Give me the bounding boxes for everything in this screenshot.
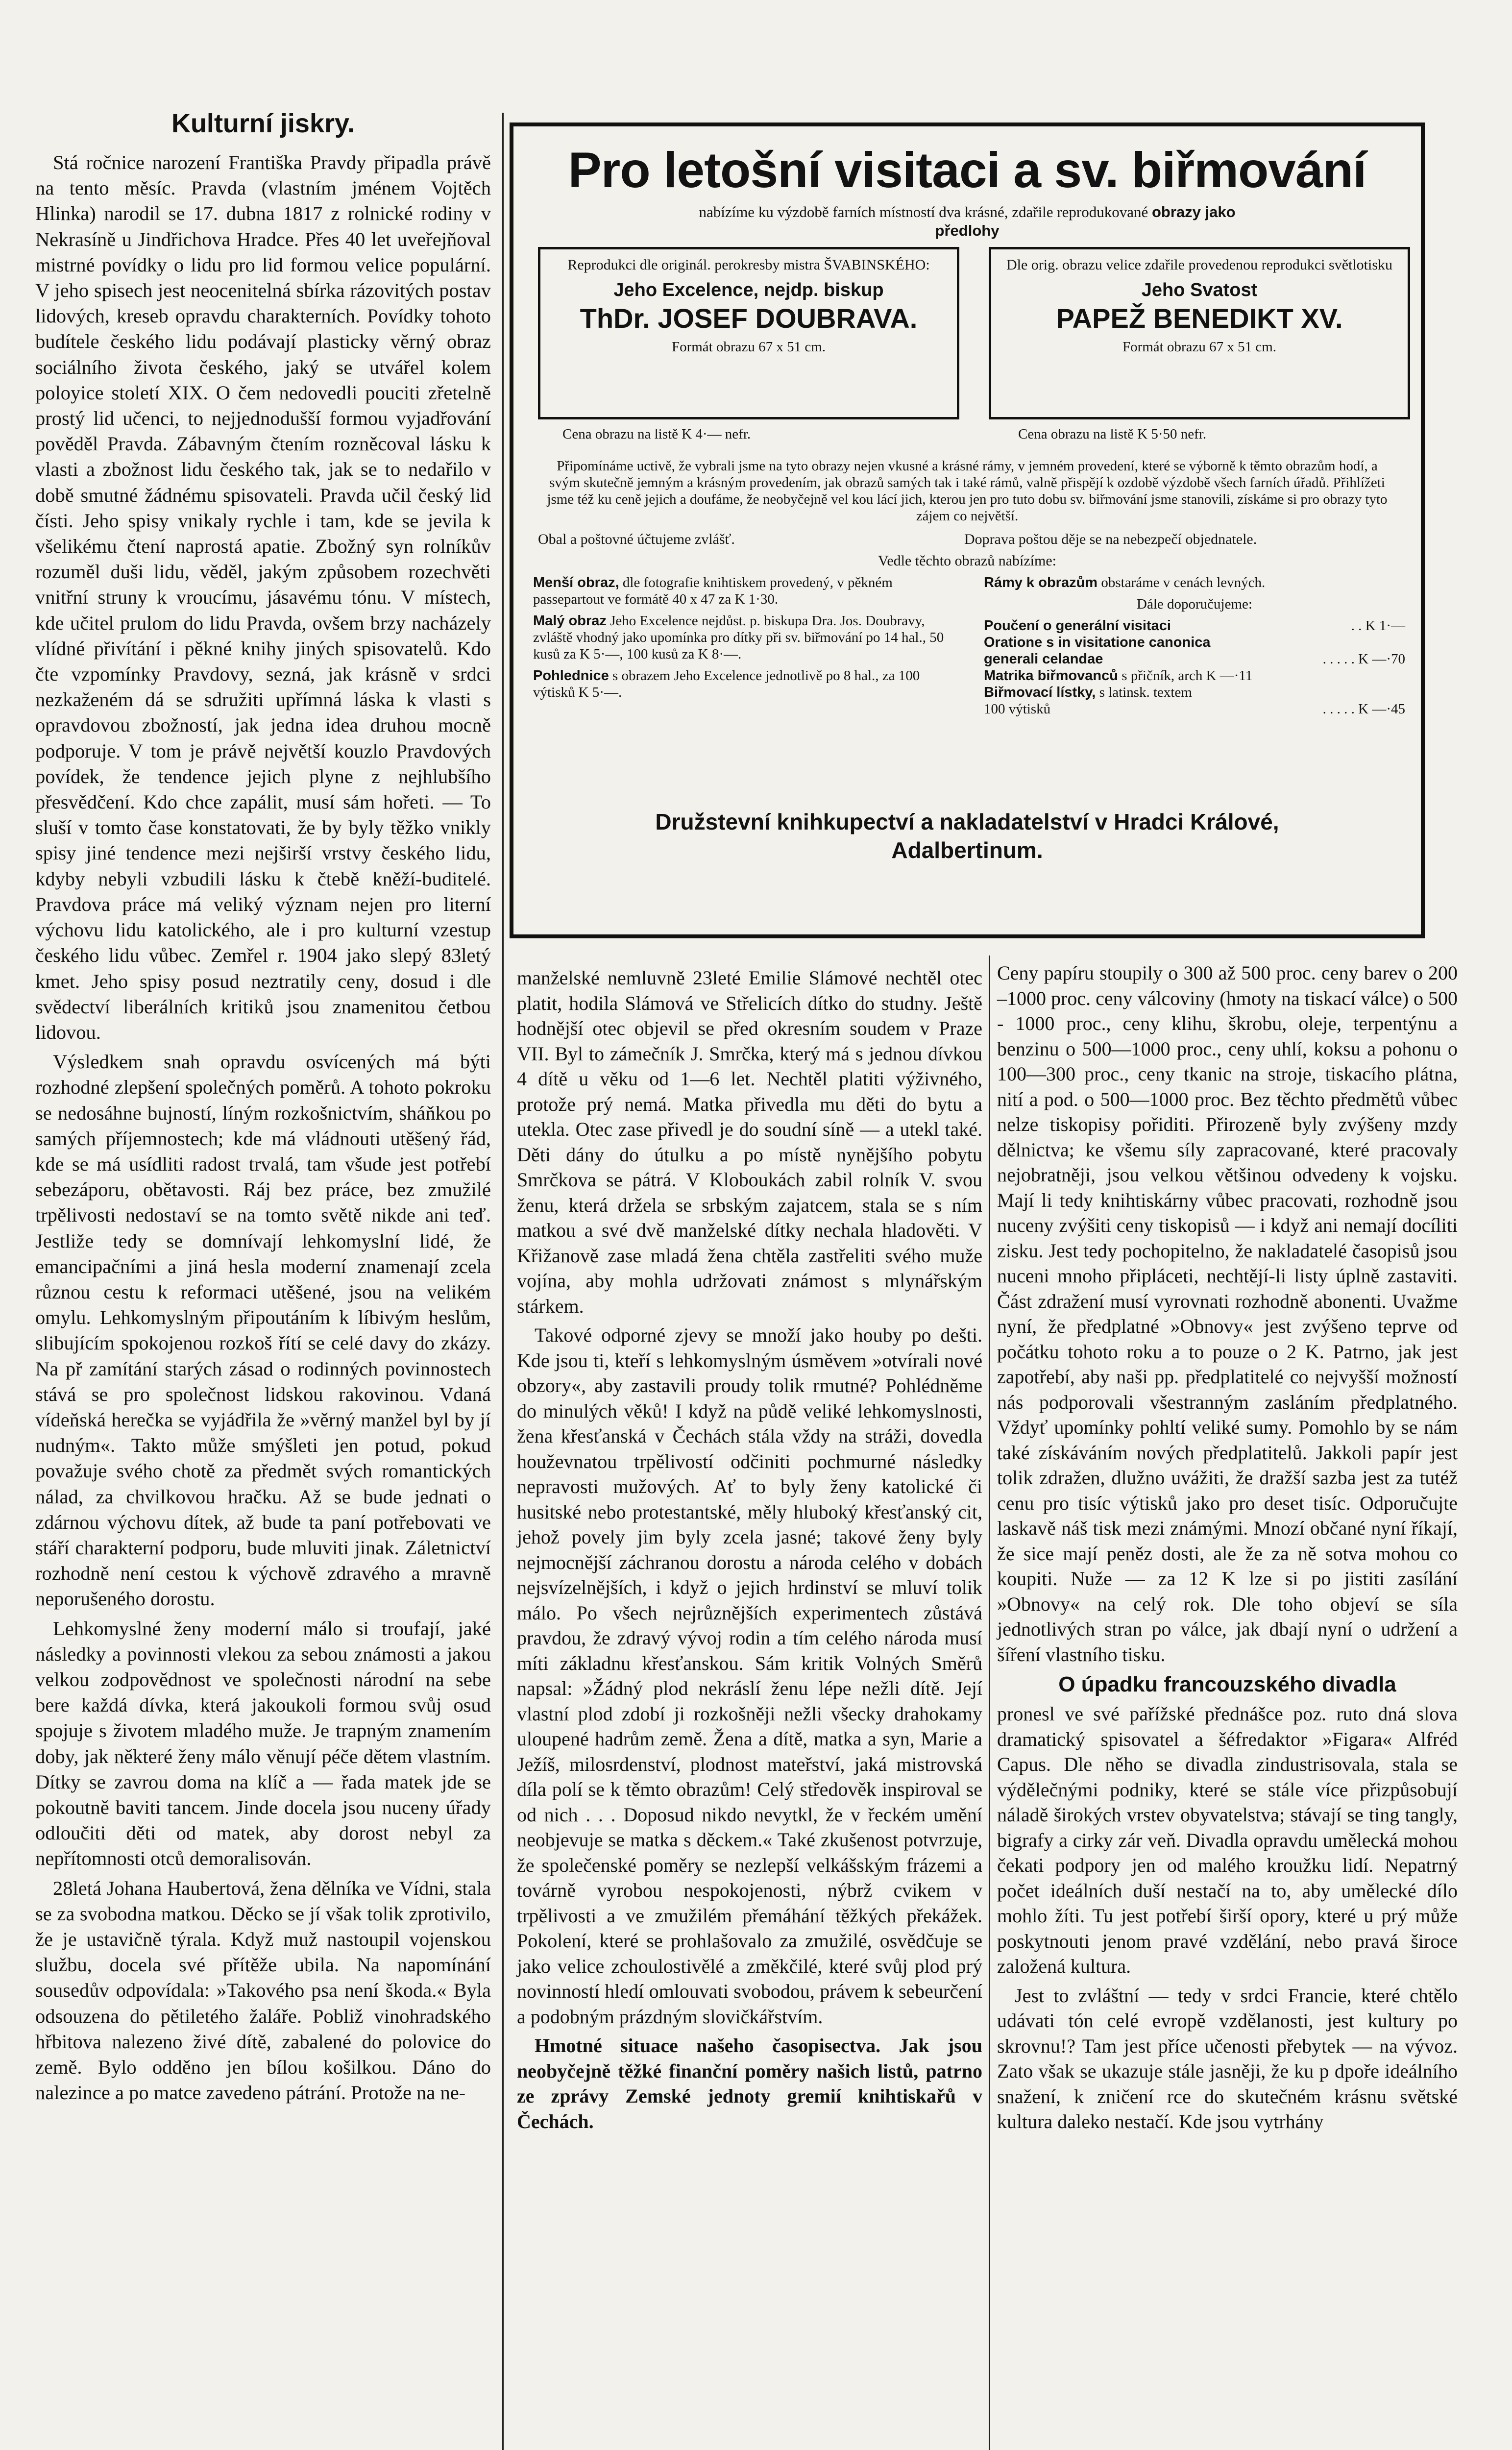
article-paragraph: Lehkomyslné ženy moderní málo si troufají, jaké následky a povinnosti vlekou za sebou známosti a jakou velkou zodpovědnost ve společnosti národní na sebe bere každá dívka, která jakoukoli formou svůj osud spojuje s životem mladého muže. Je trapným znamením doby, jak některé ženy málo věnují péče dětem vlastním. Dítky se zavrou doma na klíč a — řada matek jde se pokoutně baviti tancem. Jinde docela jsou nuceny úřady odloučiti děti od matek, aby dorost nebyl za nepřítomnosti otců demoralisován. (35, 1617, 491, 1870)
column-rule-right (989, 956, 990, 2450)
ad-shipping-note: Doprava poštou děje se na nebezpečí objednatele. (964, 531, 1257, 547)
offer-label: Malý obraz (533, 613, 607, 629)
ad-offers-right (984, 574, 1405, 717)
recommend-price: . . . . . K —·70 (1322, 651, 1405, 667)
ad-offer-benedikt (989, 247, 1410, 419)
ad-title: Pro letošní visitaci a sv. biřmování (568, 142, 1366, 198)
ad-publisher (533, 808, 1401, 864)
offer-text: dle fotografie knihtiskem provedený, v pěkném passepartout ve formátě 40 x 47 za K 1·30. (533, 575, 893, 607)
advertisement-box (510, 122, 1425, 938)
column-rule-left (502, 113, 504, 2450)
offer-label: Menší obraz, (533, 575, 619, 590)
article-paragraph: Výsledkem snah opravdu osvícených má býti rozhodné zlepšení společných poměrů. A tohoto pokroku se nedosáhne bujností, líným rozkošnictvím, sháňkou po samých příjemnostech; kde má vládnouti utěšený řád, kde se má usídliti radost trvalá, tam všude jest potřebí sebezáporu, obětavosti. Ráj bez práce, bez zmužilé trpělivosti nedostaví se na tomto světě nikde ani teď. Jestliže tedy se domnívají lehkomyslní lidé, že emancipačními a jiná hesla moderní znamenají zcela různou cestu k reformaci utěšené, jsou na velikém omylu. Lehkomyslným připoutáním k líbivým heslům, slibujícím spokojenou rozkoš řítí se celé davy do zkázy. Na př zamítání starých zásad o rodinných povinnostech stává se pro společnost lidskou rakovinou. Vdaná vídeňská herečka se vyjádřila že »věrný manžel byl by jí nudným«. Takto může smýšleti jen potud, pokud považuje svého chotě za předmět svých romantických nálad, za chvilkovou hračku. Až se bude jednati o zdárnou výchovu dítek, až bude ta paní potřebovati ve stáří charakterní podporu, bude mluviti jinak. Záletnictví rozhodně není cestou k výchově zdravého a mravně neporušeného dorostu. (35, 1051, 491, 1610)
publisher-brand: Adalbertinum. (891, 837, 1043, 863)
section-heading-kulturni-jiskry: Kulturní jiskry. (171, 109, 355, 138)
section-heading-french-theatre: O úpadku francouzského divadla (1058, 1672, 1396, 1696)
recommend-item (984, 651, 1405, 667)
ad-offers-left (533, 574, 964, 706)
recommend-title: Oratione s in visitatione canonica (984, 635, 1211, 650)
recommend-title: generali celandae (984, 651, 1103, 667)
offer-frames (984, 574, 1405, 591)
recommend-detail: s latinsk. textem (1096, 685, 1192, 700)
ad-subtitle-text: nabízíme ku výzdobě farních místností dva krásné, zdařile reprodukované (699, 203, 1148, 220)
recommend-price: s přičník, arch K —·11 (1118, 668, 1253, 684)
offer-tiny-picture (533, 612, 964, 662)
recommend-price: . . . . . K —·45 (1322, 701, 1405, 717)
ad-packaging-note: Obal a poštovné účtujeme zvlášť. (538, 531, 735, 547)
ad-recommend-heading: Dále doporučujeme: (1137, 596, 1252, 612)
left-column (35, 98, 491, 2109)
ad-subtitle-bold: obrazy jako předlohy (935, 203, 1236, 239)
recommend-price: . . K 1·— (1351, 618, 1405, 634)
offer-description: Reprodukci dle originál. perokresby mistra ŠVABINSKÉHO: (567, 257, 930, 273)
offer-label: Pohlednice (533, 668, 609, 684)
article-paragraph: Jest to zvláštní — tedy v srdci Francie, které chtělo udávati tón celé evropě vzdělanosti, jest kultury po skrovnu!? Tam jest příce učenosti přebytek — na vývoz. Zato však se ukazuje stále jasněji, že ku p dpoře ideálního snažení, k zničení rce do skutečném krásnu světské kultura daleko nestačí. Kde jsou vytrhány (997, 1984, 1458, 2132)
article-paragraph-press-finances: Hmotné situace našeho časopisectva. Jak jsou neobyčejně těžké finanční poměry našich listů, patrno ze zprávy Zemské jednoty gremií knihtiskařů v Čechách. (517, 2034, 982, 2132)
offer-price: Cena obrazu na listě K 4·— nefr. (562, 426, 751, 442)
publisher-name: Družstevní knihkupectví a nakladatelství v Hradci Králové, (655, 809, 1279, 834)
offer-format: Formát obrazu 67 x 51 cm. (1122, 339, 1277, 355)
offer-text: Jeho Excelence nejdůst. p. biskupa Dra. Jos. Doubravy, zvláště vhodný jako upomínka pro dítky při sv. biřmování po 14 hal., 50 kusů za K 5·—, 100 kusů za K 8·—. (533, 613, 944, 662)
article-paragraph: manželské nemluvně 23leté Emilie Slámové nechtěl otec platit, hodila Slámová ve Střelicích dítko do studny. Ještě hodnější otec objevil se před okresním soudem v Praze VII. Byl to zámečník J. Smrčka, který má s jednou dívkou 4 dítě u věku od 1—6 let. Nechtěl platiti výživného, protože prý nemá. Matka přivedla mu děti do bytu a utekla. Otec zase přivedl je do soudní síně — a utekl také. Děti dány do útulku a po místě nynějšího pobytu Smrčkova se pátrá. V Kloboukách zabil rolník V. svou ženu, která držela se srbským zajatcem, stala se s ním matkou a své dvě manželské dítky nechala hladověti. V Křižanově zase mladá žena chtěla zastřeliti svého muže vojína, aby mohla udržovati známost s mlynářským stárkem. (517, 967, 982, 1317)
recommend-detail: 100 výtisků (984, 701, 1051, 717)
ad-also-offer: Vedle těchto obrazů nabízíme: (878, 553, 1056, 569)
offer-name-line1: Jeho Excelence, nejdp. biskup (613, 280, 884, 300)
offer-name-line1: Jeho Svatost (1141, 280, 1258, 300)
right-column (997, 960, 1458, 2138)
recommend-item (984, 617, 1405, 634)
offer-label: Rámy k obrazům (984, 575, 1098, 590)
middle-column (517, 965, 982, 2138)
ad-offer-doubrava (538, 247, 959, 419)
recommend-title: Matrika biřmovanců (984, 668, 1118, 684)
ad-additional-offers (533, 574, 1405, 805)
article-paragraph: 28letá Johana Haubertová, žena dělníka ve Vídni, stala se za svobodna matkou. Děcko se jí však tolik zprotivilo, že je ustavičně týrala. Když muž nastoupil vojenskou službu, docela své přítěže ubila. Na napomínání sousedův odpovídala: »Takového psa není škoda.« Byla odsouzena do pětiletého žaláře. Pobliž vinohradského hřbitova nalezeno živé dítě, zabalené do polovice do země. Bylo odděno jen bílou košilkou. Dáno do nalezince a po matce zavedeno pátrání. Protože na ne- (35, 1877, 491, 2104)
recommend-item (984, 684, 1405, 701)
offer-price: Cena obrazu na listě K 5·50 nefr. (1018, 426, 1207, 442)
ad-subtitle (698, 203, 1237, 240)
article-paragraph: Stá ročnice narození Františka Pravdy připadla právě na tento měsíc. Pravda (vlastním jménem Vojtěch Hlinka) narodil se 17. dubna 1817 z rolnické rodiny v Nekrasíně u Jindřichova Hradce. Přes 40 let uveřejňoval mistrné povídky o lidu pro lid formou velice populární. V jeho spisech jest neocenitelná sbírka rázovitých postav lidových, kreseb opravdu charakterních. Povídky tohoto budítele českého lidu podávají plasticky věrný obraz sociálního života českého, jaký se utvářel kolem poloyice století XIX. O čem nedovedli pouciti zřetelně prostý lid učenci, to nejjednodušší formou vyjadřování pověděl Pravda. Zábavným čtením rozněcoval lásku k vlasti a zbožnost lidu českého tak, jak se to nedařilo v době smutné žádnému spisovateli. Pravda učil český lid čísti. Jeho spisy vnikaly rychle i tam, kde se jevila k všelikému čtení naprostá apatie. Zbožný syn rolníkův rozuměl duši lidu, věděl, jakým způsobem rozechvěti vnitřní struny k vroucímu, jásavému tónu. V místech, kde učitel prulom do lidu Pravda, ovšem brzy nacházely vlídné přivítání i pěkné knihy jiných spisovatelů. Kdo čte vzpomínky Pravdovy, sezná, jak krásně v srdci nezkaženém dá se sdružiti upřímná láska k vlasti s opravdovou zbožností, jak jedna idea druhou mocně podporuje. V tom je právě největší kouzlo Pravdových povídek, že tendence jejich plyne z nejhlubšího přesvědčení. Kdo chce zapálit, musí sám hořeti. — To sluší v tomto čase konstatovati, že by byly těžko vnikly spisy jiné tendence mezi nejširší vrstvy českého lidu, kdyby nebyli vzbudili lásku k čtebě kněží-buditelé. Pravdova práce má veliký význam nejen pro literní výchovu lidu katolického, ale i pro kulturní vzestup českého lidu vůbec. Zemřel r. 1904 jako slepý 83letý kmet. Jeho spisy posud neztratily ceny, dosud i dle svědectví liberálních kritiků jsou znamenitou četbou lidovou. (35, 151, 491, 1043)
article-paragraph: pronesl ve své pařížské přednášce poz. ruto dná slova dramatický spisovatel a šéfredaktor »Figara« Alfréd Capus. Dle něho se divadla zindustrisovala, stala se výdělečnými podniky, které se stále více přizpůsobují náladě širokých vrstev obyvatelstva; stávají se ting tangly, bigrafy a cirky zár veň. Divadla opravdu umělecká mohou čekati podpory jen od malého kroužku lidí. Nepatrný počet ideálních duší nestačí na to, aby umělecké dílo mohlo žíti. Tu jest potřebí širší opory, které u prý může poskytnouti jenom pravé vzdělání, nebo pravá široce založená kultura. (997, 1703, 1458, 1977)
ad-shipping-row (533, 531, 1401, 551)
offer-postcard (533, 667, 964, 701)
offer-small-picture (533, 574, 964, 608)
ad-portrait-offers (533, 247, 1401, 453)
ad-notice: Připomínáme uctivě, že vybrali jsme na tyto obrazy nejen vkusné a krásné rámy, v jemném provedení, které se výborně k těmto obrazům hodí, a svým skutečně jemným a krásným provedením, jak obrazů samých tak i také rámů, valně přispějí k ozdobě výzdobě všech farních úřadů. Přihlížeti jsme též ku ceně jejich a doufáme, že neobyčejně vel kou lácí jich, kterou jen pro tuto dobu sv. biřmování jsme stanovili, získáme si pro obrazy tyto zájem co největší. (547, 458, 1388, 524)
article-paragraph: Takové odporné zjevy se množí jako houby po dešti. Kde jsou ti, kteří s lehkomyslným úsměvem »otvírali nové obzory«, aby zastavili proudy tolik rmutné? Pohlédněme do minulých věků! I když na půdě veliké lehkomyslnosti, žena křesťanská v Čechách stála vždy na stráži, dovedla houževnatou trpělivostí odčiniti pochmurné následky nepravosti mužových. Ať to byly ženy katolické či husitské nebo protestantské, měly hluboký křesťanský cit, jehož povely jim byly zcela jasné; takové ženy byly nejmocnější záchranou dorostu a národa celého v dobách nejsvízelnějších, i když o jejich hrdinství se mluví tolik málo. Po všech nejrůznějších experimentech zůstává pravdou, že zdravý vývoj rodin a tím celého národa musí míti základnu křesťanskou. Sám kritik Volných Směrů napsal: »Žádný plod nekráslí ženu lépe nežli dítě. Její vlastní plod zdobí ji rozkošněji nežli všecky drahokamy uloupené hadrům země. Žena a dítě, matka a syn, Marie a Ježíš, milosrdenství, plodnost mateřství, jaká mistrovská díla polí se k těmto obrazům! Celý středověk inspiroval se od nich . . . Doposud nikdo nevytkl, že v řeckém umění neobjevuje se matka s děckem.« Také zkušenost potvrzuje, že společenské poměry se nezlepší velkášským frázemi a továrně vyrobou nespokojenosti, nýbrž cvikem v trpělivosti a ve zmužilém přemáhání těžkých překážek. Pokolení, které se prohlašovalo za zmužilé, osvědčuje se jako velice zchoulostivělé a změkčilé, které svůj plod prý novinností hledí omlouvati svobodou, právem k sebeurčení a podobným prázdným slovičkářstvím. (517, 1324, 982, 2028)
offer-description: Dle orig. obrazu velice zdařile provedenou reprodukci světlotisku (1006, 257, 1393, 273)
offer-text: obstaráme v cenách levných. (1097, 575, 1266, 590)
recommend-title: Biřmovací lístky, (984, 685, 1096, 700)
offer-name-line2: ThDr. JOSEF DOUBRAVA. (580, 303, 918, 334)
offer-format: Formát obrazu 67 x 51 cm. (671, 339, 826, 355)
article-paragraph: Ceny papíru stoupily o 300 až 500 proc. ceny barev o 200 –1000 proc. ceny válcoviny (hmoty na tiskací válce) o 500 - 1000 proc., ceny klihu, škrobu, oleje, terpentýnu a benzinu o 500—1000 proc., ceny uhlí, koksu a pohonu o 100—300 proc., ceny tkanic na stroje, tiskacího plátna, nití a pod. o 500—1000 proc. Bez těchto předmětů vůbec nelze tiskopisy pořiditi. Přirozeně byly zvýšeny mzdy dělnictva; ke všemu síly zapracované, které pracovaly nejobratněji, jsou velkou většinou odvedeny k vojsku. Mají li tedy knihtiskárny vůbec pracovati, rozhodně jsou nuceny zvýšiti ceny tiskopisů — i když ani nemají docíliti zisku. Jest tedy pochopitelno, že nakladatelé časopisů jsou nuceni mnoho připláceti, nechtějí-li listy úplně zastaviti. Část zdražení musí vyrovnati rozhodně abonenti. Uvažme nyní, že předplatné »Obnovy« jest zvýšeno teprve od počátku tohoto roku a to pouze o 2 K. Patrno, jak jest zapotřebí, aby naši pp. předplatitelé co nejvyšší možností nás podporovali všestranným zasláním předplatného. Vždyť upomínky pohltí veliké sumy. Pomohlo by se nám také získáváním nových předplatitelů. Jakkoli papír jest tolik zdražen, dlužno uvážiti, že dražší sazba jest za tutéž cenu pro tisíc výtisků jako pro deset tisíc. Odporučujte laskavě náš tisk mezi známými. Mnozí občané nyní říkají, že sice mají peněz dosti, ale že za ně sotva mohou co koupiti. Nuže — za 12 K lze si po jistiti zasílání »Obnovy« na celý rok. Dle toho objeví se síla jednotlivých stran po válce, jak dbají nyní o udržení a šíření vlastního tisku. (997, 962, 1458, 1666)
offer-name-line2: PAPEŽ BENEDIKT XV. (1056, 303, 1343, 334)
recommend-title: Poučení o generální visitaci (984, 618, 1171, 634)
offer-text: s obrazem Jeho Excelence jednotlivě po 8 hal., za 100 výtisků K 5·—. (533, 668, 920, 700)
recommend-item (984, 667, 1405, 684)
recommend-item (984, 701, 1405, 717)
